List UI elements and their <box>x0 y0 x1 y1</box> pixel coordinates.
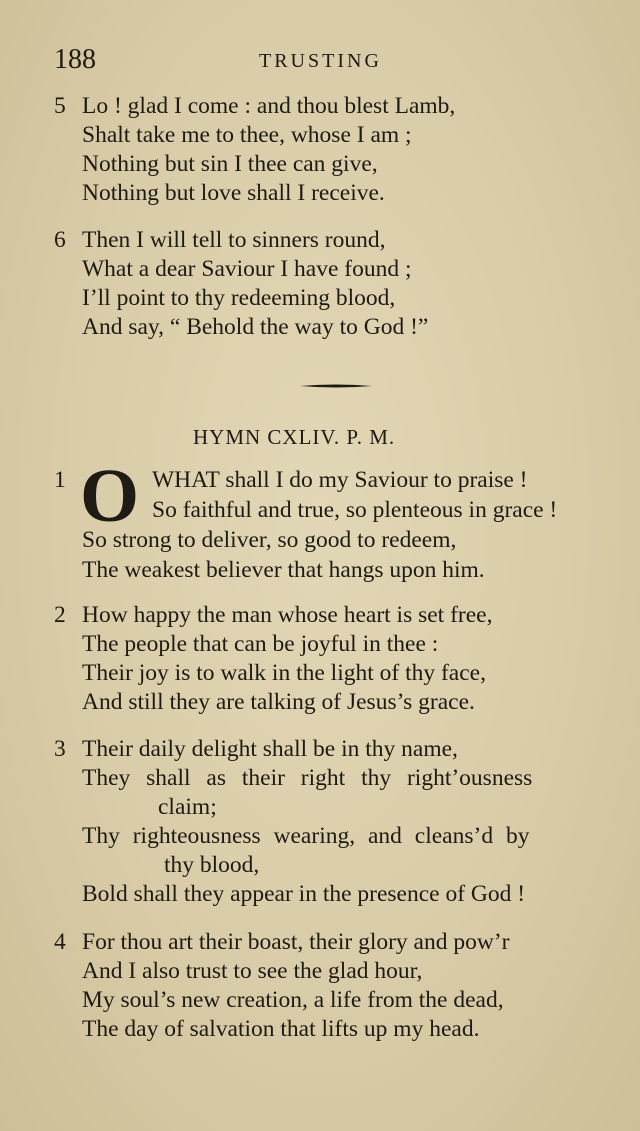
verse-line: My soul’s new creation, a life from the dead, <box>82 987 504 1013</box>
drop-cap: O <box>80 454 140 538</box>
verse-line: And say, “ Behold the way to God !” <box>82 314 429 340</box>
verse-line: And still they are talking of Jesus’s grace. <box>82 689 475 715</box>
section-divider <box>300 384 372 388</box>
verse-line: Then I will tell to sinners round, <box>82 227 386 253</box>
stanza-4 <box>54 928 626 1044</box>
stanza-5 <box>54 92 626 208</box>
stanza-2 <box>54 601 626 717</box>
verse-line: How happy the man whose heart is set free, <box>82 602 493 628</box>
verse-line: Bold shall they appear in the presence of God ! <box>82 881 526 907</box>
verse-line: And I also trust to see the glad hour, <box>82 958 423 984</box>
verse-line: Nothing but sin I thee can give, <box>82 151 378 177</box>
verse-line: claim; <box>158 794 217 820</box>
stanza-6 <box>54 226 626 342</box>
verse-line: Thy righteousness wearing, and cleans’d by <box>82 823 530 849</box>
verse-line: Their daily delight shall be in thy name, <box>82 736 458 762</box>
verse-line: So strong to deliver, so good to redeem, <box>82 527 457 553</box>
verse-number: 1 <box>54 467 66 493</box>
running-head: TRUSTING <box>259 50 382 72</box>
verse-line: For thou art their boast, their glory and pow’r <box>82 929 510 955</box>
verse-line: What a dear Saviour I have found ; <box>82 256 412 282</box>
verse-number: 3 <box>54 736 66 762</box>
page-number: 188 <box>54 44 96 75</box>
verse-line: The people that can be joyful in thee : <box>82 631 439 657</box>
hymn-title: HYMN CXLIV. P. M. <box>193 425 396 449</box>
verse-line: The day of salvation that lifts up my head. <box>82 1016 480 1042</box>
verse-line: Nothing but love shall I receive. <box>82 180 385 206</box>
verse-line: Shalt take me to thee, whose I am ; <box>82 122 412 148</box>
verse-line: Lo ! glad I come : and thou blest Lamb, <box>82 93 456 119</box>
verse-line: So faithful and true, so plenteous in grace ! <box>152 497 558 523</box>
verse-number: 6 <box>54 227 66 253</box>
verse-line: WHAT shall I do my Saviour to praise ! <box>152 467 528 493</box>
verse-number: 4 <box>54 929 66 955</box>
verse-line: The weakest believer that hangs upon him. <box>82 557 485 583</box>
stanza-3 <box>54 735 626 909</box>
page-header <box>54 44 614 80</box>
verse-line: thy blood, <box>164 852 260 878</box>
verse-line: Their joy is to walk in the light of thy face, <box>82 660 486 686</box>
verse-number: 2 <box>54 602 66 628</box>
verse-line: I’ll point to thy redeeming blood, <box>82 285 396 311</box>
verse-number: 5 <box>54 93 66 119</box>
verse-line: They shall as their right thy right’ousness <box>82 765 533 791</box>
